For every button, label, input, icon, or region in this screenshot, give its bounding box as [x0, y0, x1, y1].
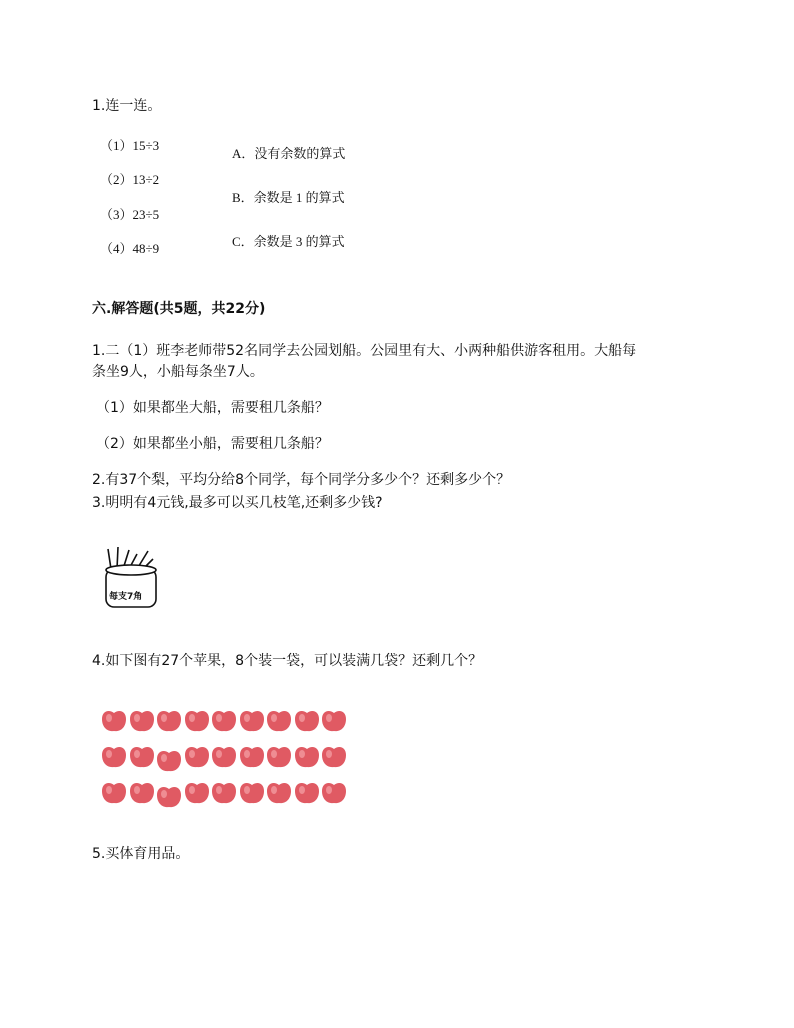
pen-cup-illustration [103, 545, 165, 609]
q1-right-item-b: B．余数是 1 的算式 [232, 190, 345, 205]
apple-icon [294, 743, 320, 769]
apple-icon [101, 707, 127, 733]
apple-icon [156, 707, 182, 733]
apple-icon [294, 707, 320, 733]
apple-icon [184, 779, 210, 805]
problem-2: 2.有37个梨，平均分给8个同学，每个同学分多少个？还剩多少个？ [92, 472, 511, 488]
problem-5: 5.买体育用品。 [92, 846, 190, 862]
problem-1-line-2: 条坐9人，小船每条坐7人。 [92, 364, 264, 380]
apple-icon [211, 707, 237, 733]
problem-3: 3.明明有4元钱,最多可以买几枝笔,还剩多少钱? [92, 495, 383, 511]
apple-icon [184, 707, 210, 733]
q1-left-item-3: （3）23÷5 [100, 207, 160, 222]
apple-icon [211, 743, 237, 769]
apple-icon [156, 747, 182, 773]
q1-left-item-2: （2）13÷2 [100, 172, 160, 187]
problem-1-sub-1: （1）如果都坐大船，需要租几条船？ [96, 400, 329, 416]
apple-icon [184, 743, 210, 769]
apple-icon [266, 779, 292, 805]
apple-icon [321, 743, 347, 769]
apple-icon [129, 779, 155, 805]
apple-icon [239, 743, 265, 769]
pen-cup-label: 每支7角 [109, 592, 143, 602]
apple-icon [239, 779, 265, 805]
apple-icon [156, 783, 182, 809]
q1-right-item-a: A．没有余数的算式 [232, 146, 346, 161]
apple-icon [321, 779, 347, 805]
apple-icon [266, 707, 292, 733]
q1-right-item-c: C．余数是 3 的算式 [232, 234, 345, 249]
q1-title: 1.连一连。 [92, 98, 162, 114]
apple-icon [239, 707, 265, 733]
apple-icon [101, 743, 127, 769]
q1-left-item-4: （4）48÷9 [100, 241, 160, 256]
apple-icon [129, 743, 155, 769]
section-heading: 六.解答题(共5题，共22分) [92, 301, 266, 317]
apple-icon [321, 707, 347, 733]
problem-1-sub-2: （2）如果都坐小船，需要租几条船？ [96, 436, 329, 452]
q1-left-item-1: （1）15÷3 [100, 138, 160, 153]
apple-icon [266, 743, 292, 769]
apple-icon [211, 779, 237, 805]
apple-icon [129, 707, 155, 733]
problem-4: 4.如下图有27个苹果，8个装一袋，可以装满几袋？还剩几个？ [92, 653, 483, 669]
apple-icon [101, 779, 127, 805]
apple-icon [294, 779, 320, 805]
problem-1-line-1: 1.二（1）班李老师带52名同学去公园划船。公园里有大、小两种船供游客租用。大船每 [92, 343, 637, 359]
